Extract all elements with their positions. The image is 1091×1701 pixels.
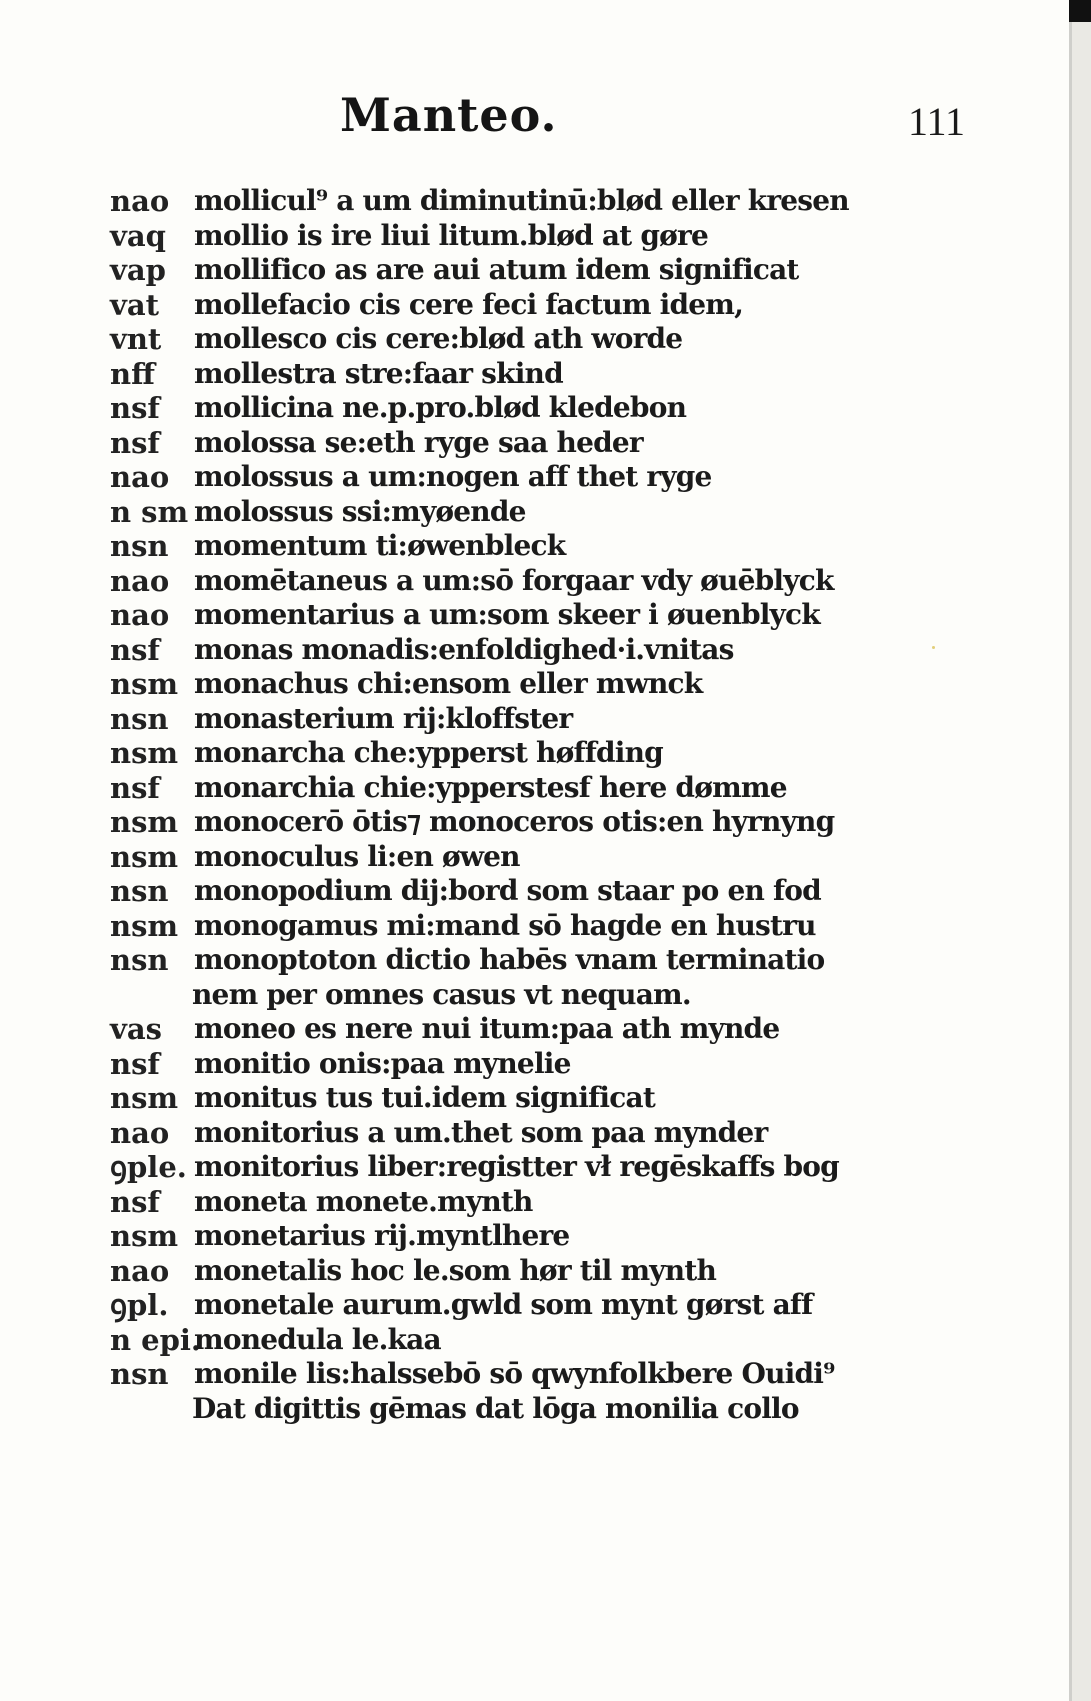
dictionary-entry (110, 667, 910, 702)
dictionary-entry (110, 219, 910, 254)
entry-text: monachus chi:ensom eller mwnck (194, 667, 703, 700)
entry-text: monitorius liber:registter vł regēskaffs bog (194, 1150, 839, 1183)
entry-text: monasterium rij:kloffster (194, 701, 573, 735)
entry-text: moneo es nere nui itum:paa ath mynde (194, 1012, 780, 1045)
dictionary-entry (110, 1254, 910, 1289)
dictionary-entry (110, 460, 910, 495)
entry-text: monedula le.kaa (194, 1322, 441, 1356)
dictionary-entry (110, 529, 910, 564)
grammar-code: ꝯpl. (110, 1288, 169, 1322)
entry-text: nem per omnes casus vt nequam. (192, 977, 691, 1011)
entry-text: monopodium dij:bord som staar po en fod (194, 874, 821, 907)
entry-text: monocerō ōtis⁊ monoceros otis:en hyrnyng (194, 805, 835, 838)
dictionary-entry (110, 805, 910, 840)
entry-text: monitus tus tui.idem significat (194, 1081, 655, 1114)
entry-text: monoculus li:en øwen (194, 839, 520, 873)
grammar-code: nsn (110, 701, 169, 736)
entry-text: monetale aurum.gwld som mynt gørst aff (194, 1288, 813, 1321)
grammar-code: vaq (110, 218, 166, 253)
entry-text: monetalis hoc le.som hør til mynth (194, 1253, 717, 1287)
entry-text: mollicul⁹ a um diminutinū:blød eller kresen (194, 184, 849, 217)
entry-text: momentum ti:øwenbleck (194, 529, 566, 562)
grammar-code: nao (110, 460, 170, 494)
running-head: Manteo. (340, 88, 558, 142)
grammar-code: nao (110, 563, 170, 598)
grammar-code: nsf (110, 770, 160, 805)
grammar-code: nsn (110, 1357, 169, 1391)
grammar-code: nsf (110, 391, 160, 425)
dictionary-entry (110, 322, 910, 357)
grammar-code: vap (110, 253, 166, 287)
entry-text: mollestra stre:faar skind (194, 356, 563, 390)
dictionary-entry (110, 736, 910, 771)
dictionary-entry (110, 495, 910, 530)
entry-text: mollio is ire liui litum.blød at gøre (194, 218, 708, 252)
dictionary-entry (110, 1012, 910, 1047)
entry-text: momētaneus a um:sō forgaar vdy øuēblyck (194, 563, 834, 597)
grammar-code: n sm (110, 494, 189, 529)
dictionary-entry (110, 1116, 910, 1151)
dictionary-entry (110, 633, 910, 668)
grammar-code: nsf (110, 1184, 160, 1219)
dictionary-entry (110, 288, 910, 323)
dictionary-entry (110, 771, 910, 806)
grammar-code: nsf (110, 632, 160, 667)
dictionary-entry (110, 840, 910, 875)
entry-text: molossus ssi:myøende (194, 494, 526, 528)
dictionary-entry (110, 184, 910, 219)
entry-text: monas monadis:enfoldighed·i.vnitas (194, 632, 734, 666)
grammar-code: n epi. (110, 1322, 202, 1357)
dictionary-entry (110, 1392, 910, 1427)
dictionary-entry (110, 1219, 910, 1254)
grammar-code: nff (110, 356, 155, 391)
entry-text: monitorius a um.thet som paa mynder (194, 1115, 768, 1149)
dictionary-entry (110, 702, 910, 737)
dictionary-entry (110, 1081, 910, 1116)
entry-text: monogamus mi:mand sō hagde en hustru (194, 908, 816, 942)
dictionary-entry (110, 1357, 910, 1392)
dictionary-entry (110, 253, 910, 288)
grammar-code: nsn (110, 874, 169, 908)
dictionary-entry (110, 909, 910, 944)
grammar-code: ꝯple. (110, 1150, 187, 1184)
grammar-code: vas (110, 1012, 162, 1046)
entry-text: molossa se:eth ryge saa heder (194, 425, 643, 459)
entry-text: molossus a um:nogen aff thet ryge (194, 460, 712, 493)
grammar-code: nao (110, 184, 170, 218)
entry-text: mollesco cis cere:blød ath worde (194, 322, 683, 355)
grammar-code: nsf (110, 1046, 160, 1081)
grammar-code: nao (110, 1253, 170, 1288)
dictionary-entry (110, 1150, 910, 1185)
grammar-code: nsm (110, 839, 179, 874)
grammar-code: nsm (110, 805, 179, 839)
dictionary-entry (110, 391, 910, 426)
grammar-code: nsm (110, 1219, 179, 1253)
dictionary-entry (110, 978, 910, 1013)
entry-text: moneta monete.mynth (194, 1184, 533, 1218)
entry-text: monitio onis:paa mynelie (194, 1046, 571, 1080)
dictionary-entry (110, 1288, 910, 1323)
entry-text: mollicina ne.p.pro.blød kledebon (194, 391, 687, 424)
grammar-code: nao (110, 598, 170, 632)
entry-text: mollifico as are aui atum idem significat (194, 253, 799, 286)
entry-text: monetarius rij.myntlhere (194, 1219, 570, 1252)
page-edge (1069, 0, 1091, 1701)
entry-text: monarcha che:ypperst høffding (194, 736, 663, 769)
grammar-code: nao (110, 1115, 170, 1150)
grammar-code: nsm (110, 736, 179, 770)
dictionary-entry (110, 943, 910, 978)
dictionary-entry (110, 1185, 910, 1220)
grammar-code: nsm (110, 908, 179, 943)
dictionary-entry (110, 598, 910, 633)
entry-text: monile lis:halssebō sō qwynfolkbere Ouidi⁹ (194, 1357, 835, 1390)
entry-text: monoptoton dictio habēs vnam terminatio (194, 943, 825, 976)
grammar-code: nsn (110, 943, 169, 977)
ink-smudge (932, 646, 935, 649)
entry-text: monarchia chie:ypperstesf here dømme (194, 770, 787, 804)
entry-text: Dat digittis gēmas dat lōga monilia collo (192, 1391, 799, 1425)
grammar-code: nsm (110, 1081, 179, 1115)
grammar-code: vat (110, 287, 160, 322)
grammar-code: nsf (110, 425, 160, 460)
grammar-code: nsn (110, 529, 169, 563)
grammar-code: nsm (110, 667, 179, 701)
dictionary-entry (110, 564, 910, 599)
dictionary-entry (110, 1047, 910, 1082)
dictionary-entry (110, 874, 910, 909)
dictionary-entries (110, 184, 910, 1426)
dictionary-entry (110, 357, 910, 392)
entry-text: mollefacio cis cere feci factum idem, (194, 287, 744, 321)
entry-text: momentarius a um:som skeer i øuenblyck (194, 598, 820, 631)
grammar-code: vnt (110, 322, 162, 356)
page-number: 111 (908, 99, 966, 144)
dictionary-entry (110, 1323, 910, 1358)
dictionary-entry (110, 426, 910, 461)
